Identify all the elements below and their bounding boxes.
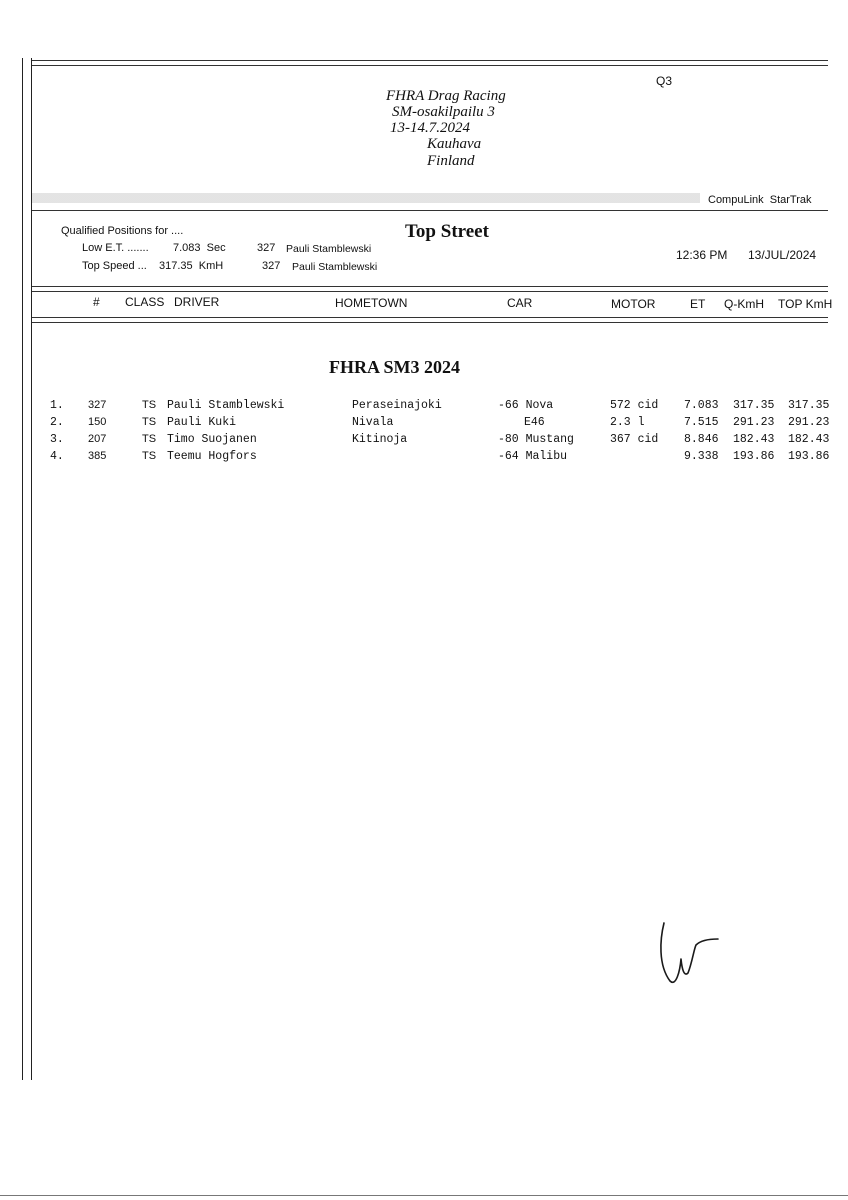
- top-speed-value: 317.35 KmH: [159, 260, 224, 272]
- row-car: -80 Mustang: [498, 433, 574, 446]
- event-city: Kauhava: [427, 136, 482, 152]
- class-title: Top Street: [405, 221, 489, 242]
- top-speed-label: Top Speed ...: [82, 260, 147, 272]
- row-position: 3.: [50, 433, 64, 446]
- report-date: 13/JUL/2024: [748, 248, 817, 262]
- low-et-value: 7.083 Sec: [173, 242, 226, 254]
- row-q-kmh: 291.23: [733, 416, 775, 429]
- table-row: [0, 399, 848, 416]
- row-position: 2.: [50, 416, 64, 429]
- row-position: 1.: [50, 399, 64, 412]
- row-top-kmh: 182.43: [788, 433, 830, 446]
- col-car: CAR: [507, 296, 533, 310]
- col-num: #: [93, 295, 100, 309]
- row-class: TS: [142, 399, 157, 411]
- table-row: [0, 450, 848, 467]
- row-car: -66 Nova: [498, 399, 554, 412]
- header-rule-bottom: [32, 317, 828, 323]
- col-et: ET: [690, 297, 706, 311]
- event-subtitle: SM-osakilpailu 3: [392, 104, 495, 120]
- row-car: E46: [524, 416, 545, 429]
- low-et-label: Low E.T. .......: [82, 242, 149, 254]
- row-position: 4.: [50, 450, 64, 463]
- row-et: 9.338: [684, 450, 719, 463]
- row-class: TS: [142, 433, 157, 445]
- report-code: Q3: [656, 74, 673, 88]
- table-row: [0, 416, 848, 433]
- row-top-kmh: 193.86: [788, 450, 830, 463]
- table-row: [0, 433, 848, 450]
- row-car-number: 327: [88, 399, 107, 411]
- event-country: Finland: [427, 153, 475, 169]
- row-top-kmh: 291.23: [788, 416, 830, 429]
- event-title: FHRA Drag Racing: [386, 88, 506, 104]
- report-time: 12:36 PM: [676, 248, 728, 262]
- top-rule: [32, 60, 828, 66]
- row-driver: Teemu Hogfors: [167, 450, 257, 463]
- event-dates: 13-14.7.2024: [390, 120, 470, 136]
- row-car: -64 Malibu: [498, 450, 568, 463]
- row-q-kmh: 193.86: [733, 450, 775, 463]
- page-bottom-rule: [0, 1195, 848, 1196]
- row-hometown: Peraseinajoki: [352, 399, 442, 412]
- row-driver: Timo Suojanen: [167, 433, 257, 446]
- col-qkmh: Q-KmH: [724, 297, 764, 311]
- col-class: CLASS: [125, 295, 165, 309]
- row-driver: Pauli Kuki: [167, 416, 237, 429]
- low-et-driver: Pauli Stamblewski: [286, 243, 372, 255]
- header-rule-top: [32, 286, 828, 292]
- qualified-label: Qualified Positions for ....: [61, 225, 184, 237]
- row-car-number: 150: [88, 416, 107, 428]
- row-et: 7.515: [684, 416, 719, 429]
- col-hometown: HOMETOWN: [335, 296, 408, 310]
- left-border-outer: [22, 58, 23, 1080]
- series-title: FHRA SM3 2024: [329, 357, 461, 377]
- col-motor: MOTOR: [611, 297, 656, 311]
- row-hometown: Kitinoja: [352, 433, 408, 446]
- row-q-kmh: 317.35: [733, 399, 775, 412]
- band-rule: [32, 210, 828, 211]
- vendor-label: CompuLink StarTrak: [708, 194, 812, 206]
- top-speed-car: 327: [262, 260, 281, 272]
- row-motor: 2.3 l: [610, 416, 645, 429]
- col-driver: DRIVER: [174, 295, 220, 309]
- row-hometown: Nivala: [352, 416, 394, 429]
- row-motor: 367 cid: [610, 433, 659, 446]
- signature-mark: [650, 915, 730, 995]
- left-border-inner: [31, 58, 32, 1080]
- row-top-kmh: 317.35: [788, 399, 830, 412]
- row-car-number: 207: [88, 433, 107, 445]
- row-q-kmh: 182.43: [733, 433, 775, 446]
- top-speed-driver: Pauli Stamblewski: [292, 261, 378, 273]
- row-class: TS: [142, 416, 157, 428]
- row-motor: 572 cid: [610, 399, 659, 412]
- low-et-car: 327: [257, 242, 276, 254]
- row-et: 8.846: [684, 433, 719, 446]
- row-class: TS: [142, 450, 157, 462]
- row-car-number: 385: [88, 450, 107, 462]
- row-driver: Pauli Stamblewski: [167, 399, 285, 412]
- row-et: 7.083: [684, 399, 719, 412]
- dotted-band: [32, 193, 700, 203]
- col-topkmh: TOP KmH: [778, 297, 833, 311]
